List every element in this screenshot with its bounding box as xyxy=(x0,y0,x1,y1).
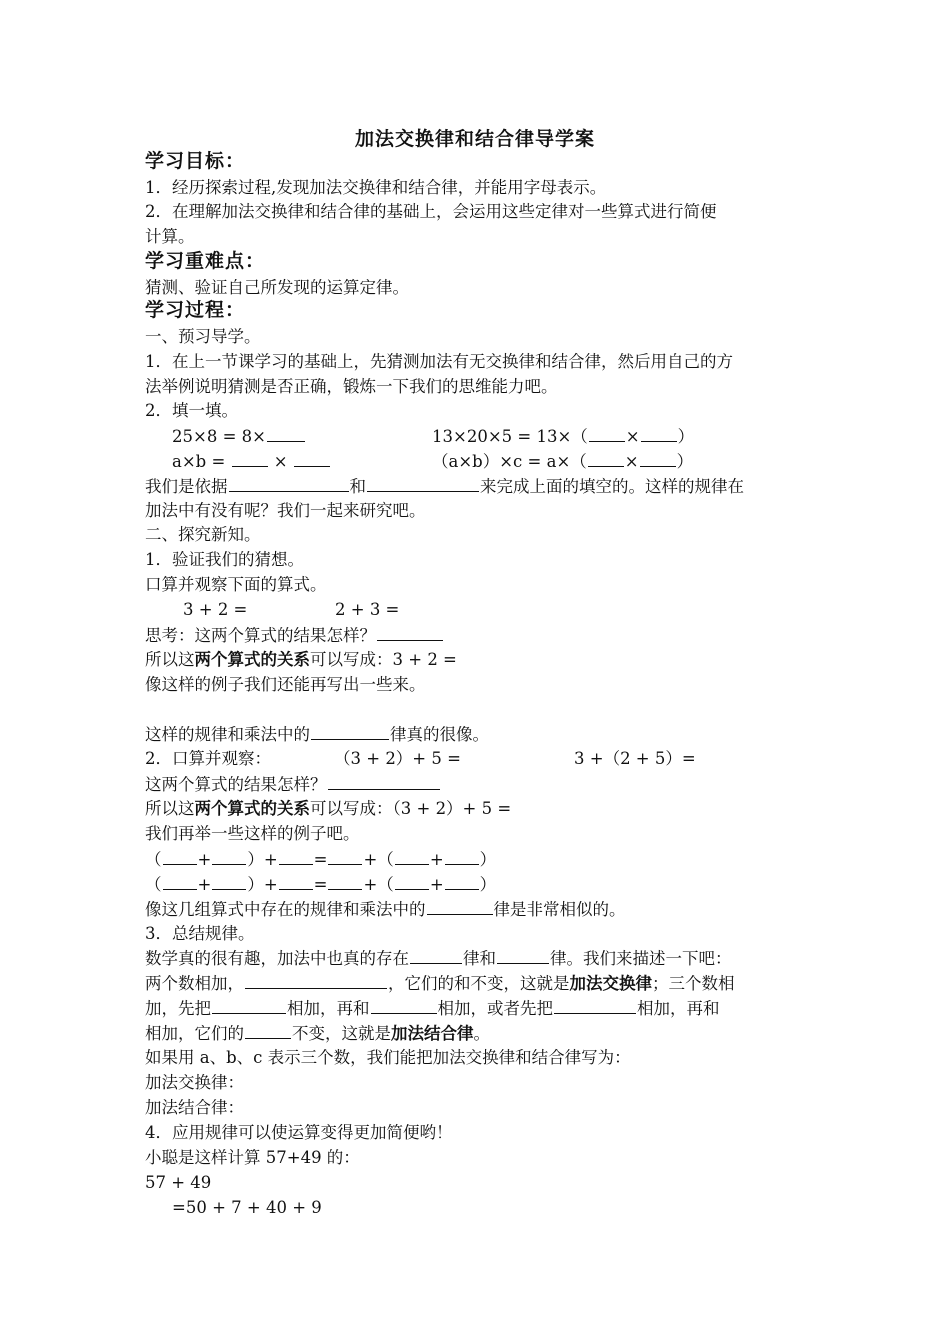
operator: + xyxy=(197,850,212,869)
fill-row-1-right xyxy=(432,424,694,449)
goal-item-2-cont: 计算。 xyxy=(145,227,195,246)
answer-blank[interactable] xyxy=(395,872,429,890)
text: 相加，它们的 xyxy=(145,1024,244,1043)
text: 和 xyxy=(349,477,366,496)
formula-text: × xyxy=(625,427,640,446)
bold-text: 两个算式的关系 xyxy=(194,650,310,669)
answer-blank[interactable] xyxy=(245,971,387,989)
example-row-2 xyxy=(145,872,810,897)
operator: ）+ xyxy=(247,875,278,894)
fill-row-2-left xyxy=(172,449,331,474)
operator: ）+ xyxy=(247,850,278,869)
answer-blank[interactable] xyxy=(367,474,479,492)
answer-blank[interactable] xyxy=(497,946,549,964)
text: 数学真的很有趣，加法中也真的存在 xyxy=(145,949,409,968)
step-3-title: 3．总结规律。 xyxy=(145,924,255,943)
answer-blank[interactable] xyxy=(229,474,349,492)
part1-question-2: 2．填一填。 xyxy=(145,401,238,420)
answer-blank[interactable] xyxy=(588,449,624,467)
operator: = xyxy=(313,850,328,869)
basis-line xyxy=(145,474,810,499)
answer-blank[interactable] xyxy=(410,946,462,964)
answer-blank[interactable] xyxy=(395,847,429,865)
text: 可以写成：（3 + 2）+ 5 = xyxy=(310,799,512,818)
relation-line xyxy=(145,648,810,672)
answer-blank[interactable] xyxy=(232,449,268,467)
text: 来完成上面的填空的。这样的规律在 xyxy=(480,477,744,496)
text: ；三个数相 xyxy=(652,974,735,993)
text: 可以写成：3 + 2 = xyxy=(310,650,457,669)
pattern-line xyxy=(145,897,810,922)
step-4-title: 4．应用规律可以使运算变得更加简便哟！ xyxy=(145,1123,453,1142)
text: 律是非常相似的。 xyxy=(493,900,626,919)
key-points-text: 猜测、验证自己所发现的运算定律。 xyxy=(145,278,409,297)
formula-text: × xyxy=(268,452,293,471)
more-examples-line: 像这样的例子我们还能再写出一些来。 xyxy=(145,675,426,694)
text: 这两个算式的结果怎样？ xyxy=(145,775,327,794)
answer-blank[interactable] xyxy=(267,424,305,442)
answer-blank[interactable] xyxy=(377,623,443,641)
answer-blank[interactable] xyxy=(212,996,286,1014)
summary-line-1 xyxy=(145,946,810,971)
calc-line-2: =50 + 7 + 40 + 9 xyxy=(172,1198,322,1217)
expression-3: （3 + 2）+ 5 = xyxy=(334,749,461,768)
answer-blank[interactable] xyxy=(328,847,362,865)
operator: +（ xyxy=(363,850,394,869)
operator: +（ xyxy=(363,875,394,894)
operator: = xyxy=(313,875,328,894)
text: 不变，这就是 xyxy=(292,1024,391,1043)
formula-text: ） xyxy=(677,427,695,446)
answer-blank[interactable] xyxy=(589,424,625,442)
answer-blank[interactable] xyxy=(554,996,636,1014)
xiaocong-line: 小聪是这样计算 57+49 的： xyxy=(145,1148,360,1167)
answer-blank[interactable] xyxy=(371,996,437,1014)
text: 这样的规律和乘法中的 xyxy=(145,725,310,744)
example-row-1 xyxy=(145,847,810,872)
step-2-title: 2．口算并观察： xyxy=(145,749,271,768)
answer-blank[interactable] xyxy=(427,897,493,915)
answer-blank[interactable] xyxy=(163,872,197,890)
basis-line-cont: 加法中有没有呢？我们一起来研究吧。 xyxy=(145,501,426,520)
bracket: ） xyxy=(479,850,497,869)
fill-row-2-right xyxy=(432,449,693,474)
answer-blank[interactable] xyxy=(212,872,246,890)
step-2-think xyxy=(145,772,810,797)
text: 我们是依据 xyxy=(145,477,228,496)
commutative-law-label: 加法交换律： xyxy=(145,1073,244,1092)
text: 所以这 xyxy=(145,650,195,669)
answer-blank[interactable] xyxy=(641,424,677,442)
goals-heading: 学习目标： xyxy=(145,150,246,172)
bracket: （ xyxy=(145,850,162,869)
answer-blank[interactable] xyxy=(279,872,313,890)
answer-blank[interactable] xyxy=(311,722,389,740)
think-line xyxy=(145,623,810,648)
text: 思考：这两个算式的结果怎样？ xyxy=(145,626,376,645)
similar-line xyxy=(145,722,810,747)
formula-text: （a×b）×c = a×（ xyxy=(432,452,587,471)
operator: + xyxy=(197,875,212,894)
text: 两个数相加， xyxy=(145,974,244,993)
expression-1: 3 + 2 = xyxy=(183,600,248,619)
bracket: ） xyxy=(479,875,497,894)
part1-question-1: 1．在上一节课学习的基础上，先猜测加法有无交换律和结合律，然后用自己的方 xyxy=(145,352,733,371)
answer-blank[interactable] xyxy=(294,449,330,467)
part1-title: 一、预习导学。 xyxy=(145,327,261,346)
process-heading: 学习过程： xyxy=(145,299,246,321)
fill-row-1-left xyxy=(172,424,306,449)
bold-text: 加法结合律 xyxy=(391,1024,474,1043)
part2-title: 二、探究新知。 xyxy=(145,525,261,544)
formula-text: 13×20×5 = 13×（ xyxy=(432,427,588,446)
text: 律和 xyxy=(463,949,496,968)
examples-prompt: 我们再举一些这样的例子吧。 xyxy=(145,824,360,843)
document-title: 加法交换律和结合律导学案 xyxy=(354,128,595,150)
bold-text: 两个算式的关系 xyxy=(194,799,310,818)
answer-blank[interactable] xyxy=(328,872,362,890)
answer-blank[interactable] xyxy=(212,847,246,865)
answer-blank[interactable] xyxy=(640,449,676,467)
bracket: （ xyxy=(145,875,162,894)
answer-blank[interactable] xyxy=(445,872,479,890)
text: 律。我们来描述一下吧： xyxy=(550,949,732,968)
expression-4: 3 +（2 + 5）= xyxy=(574,749,696,768)
formula-text: a×b = xyxy=(172,452,231,471)
letters-line: 如果用 a、b、c 表示三个数，我们能把加法交换律和结合律写为： xyxy=(145,1048,631,1067)
text: 相加，再和 xyxy=(287,999,370,1018)
step-1-instruction: 口算并观察下面的算式。 xyxy=(145,575,327,594)
answer-blank[interactable] xyxy=(163,847,197,865)
summary-line-2 xyxy=(145,971,810,996)
step-2-line xyxy=(145,747,810,771)
answer-blank[interactable] xyxy=(279,847,313,865)
associative-law-label: 加法结合律： xyxy=(145,1098,244,1117)
text: 律真的很像。 xyxy=(390,725,489,744)
text: 相加，再和 xyxy=(637,999,720,1018)
part1-question-1-cont: 法举例说明猜测是否正确，锻炼一下我们的思维能力吧。 xyxy=(145,377,558,396)
formula-text: ） xyxy=(676,452,694,471)
bold-text: 加法交换律 xyxy=(569,974,652,993)
expression-2: 2 + 3 = xyxy=(335,600,400,619)
answer-blank[interactable] xyxy=(328,772,440,790)
answer-blank[interactable] xyxy=(245,1021,291,1039)
text: 所以这 xyxy=(145,799,195,818)
text: 。 xyxy=(473,1024,490,1043)
operator: + xyxy=(429,850,444,869)
answer-blank[interactable] xyxy=(445,847,479,865)
summary-line-4 xyxy=(145,1021,810,1046)
step-1-title: 1．验证我们的猜想。 xyxy=(145,550,304,569)
goal-item-1: 1．经历探索过程,发现加法交换律和结合律，并能用字母表示。 xyxy=(145,178,607,197)
relation-line-2 xyxy=(145,797,810,821)
formula-text: 25×8 = 8× xyxy=(172,427,266,446)
goal-item-2: 2．在理解加法交换律和结合律的基础上，会运用这些定律对一些算式进行简便 xyxy=(145,202,717,221)
text: 相加，或者先把 xyxy=(437,999,553,1018)
operator: + xyxy=(429,875,444,894)
text: 像这几组算式中存在的规律和乘法中的 xyxy=(145,900,426,919)
text: ，它们的和不变，这就是 xyxy=(388,974,570,993)
calc-line-1: 57 + 49 xyxy=(145,1173,212,1192)
formula-text: × xyxy=(624,452,639,471)
key-points-heading: 学习重难点： xyxy=(145,250,266,272)
summary-line-3 xyxy=(145,996,810,1021)
text: 加，先把 xyxy=(145,999,211,1018)
